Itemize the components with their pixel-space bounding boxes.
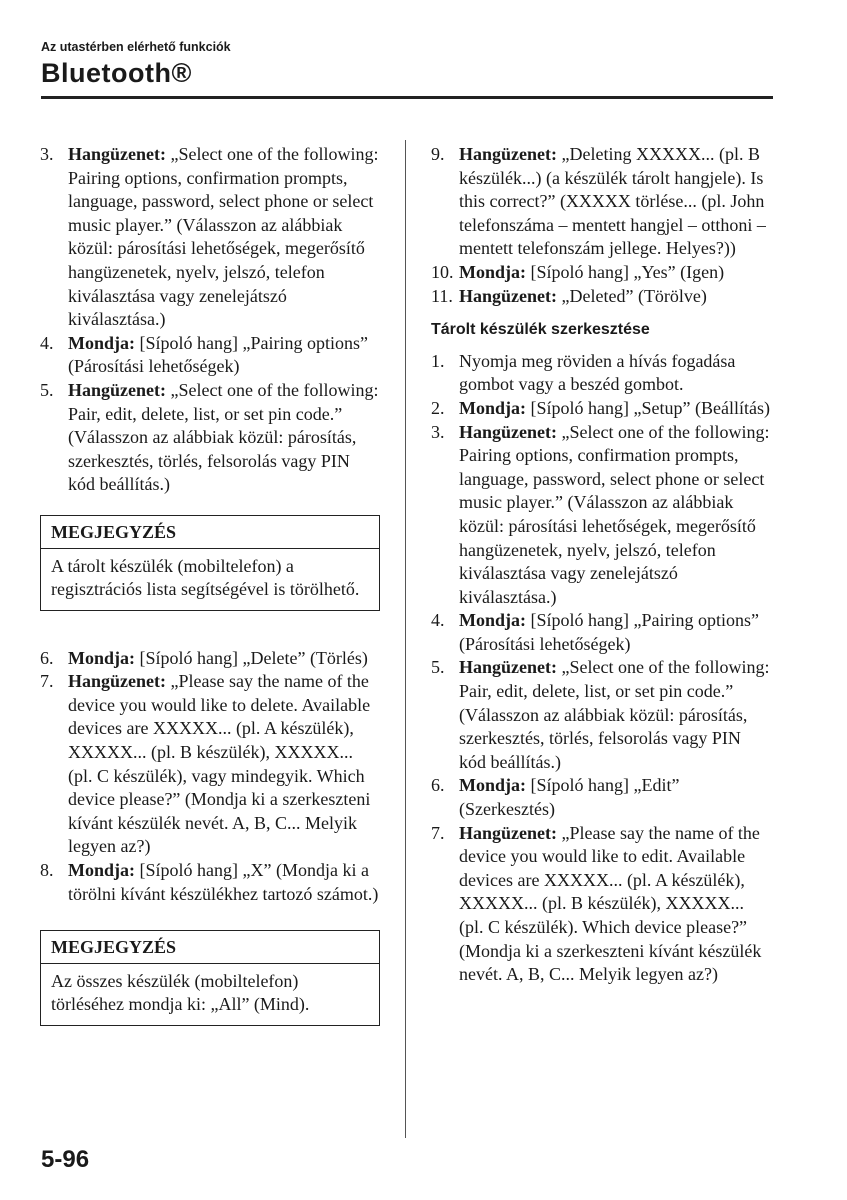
item-body: Nyomja meg röviden a hívás fogadása gombot vagy a beszéd gombot.: [459, 350, 736, 395]
item-label: Hangüzenet:: [68, 144, 166, 164]
item-label: Mondja:: [459, 775, 526, 796]
list-item: [431, 397, 771, 421]
item-text: [68, 379, 380, 497]
list-item: [431, 774, 771, 821]
item-number: 6.: [431, 775, 445, 796]
item-body: „Deleted” (Törölve): [557, 285, 707, 306]
list-item: [431, 285, 771, 309]
item-number: 3.: [40, 144, 54, 164]
list-item: [431, 261, 771, 285]
note-box: [40, 515, 380, 611]
item-body: [Sípoló hang] „Pairing options” (Párosítási lehetőségek): [68, 332, 368, 377]
item-text: [459, 822, 771, 987]
item-body: „Please say the name of the device you would like to delete. Available devices are XXXXX... (pl. A készülék), XXXXX... (pl. B készülék), XXXXX... (pl. C készülék), vagy mindegyik. Which device please?” (Mondja ki a szerkeszteni kívánt készülék nevét. A, B, C... Melyik legyen az?): [68, 671, 371, 857]
item-number: 8.: [40, 860, 54, 881]
item-number: 4.: [40, 332, 54, 353]
item-label: Hangüzenet:: [459, 285, 557, 306]
item-text: [68, 647, 380, 671]
list-item: [40, 859, 380, 906]
item-text: [459, 609, 771, 656]
item-label: Mondja:: [68, 647, 135, 668]
list-item: [431, 656, 771, 774]
item-label: Hangüzenet:: [459, 144, 557, 164]
section-title: Az utastérben elérhető funkciók: [41, 40, 231, 54]
note-body: Az összes készülék (mobiltelefon) törléséhez mondja ki: „All” (Mind).: [51, 970, 310, 1015]
item-number: 10.: [431, 261, 454, 282]
item-number: 7.: [40, 671, 54, 692]
list-item: [431, 421, 771, 610]
item-body: [Sípoló hang] „X” (Mondja ki a törölni kívánt készülékhez tartozó számot.): [68, 860, 379, 904]
note-body: A tárolt készülék (mobiltelefon) a regisztrációs lista segítségével is törölhető.: [51, 555, 360, 600]
column-divider: [405, 140, 406, 1138]
item-text: [459, 143, 771, 261]
header-rule: [41, 96, 773, 99]
list-item: [40, 143, 380, 332]
list-item: [40, 670, 380, 859]
item-label: Hangüzenet:: [68, 671, 166, 692]
item-label: Mondja:: [459, 610, 526, 631]
subsection-heading: Tárolt készülék szerkesztése: [431, 321, 650, 339]
item-body: [Sípoló hang] „Yes” (Igen): [526, 261, 725, 282]
item-body: „Select one of the following: Pairing options, confirmation prompts, language, password, select phone or select music player.” (Válasszon az alábbiak közül: párosítási lehetőségek, megerősítő hangüzenetek, nyelv, jelszó, telefon kiválasztása vagy zenelejátszó kiválasztása.): [459, 421, 770, 607]
list-item: [40, 332, 380, 379]
item-text: [68, 143, 380, 332]
page-number: 5-96: [41, 1146, 90, 1173]
list-item: [431, 609, 771, 656]
item-body: „Select one of the following: Pairing options, confirmation prompts, language, password, select phone or select music player.” (Válasszon az alábbiak közül: párosítási lehetőségek, megerősítő hangüzenetek, nyelv, jelszó, telefon kiválasztása vagy zenelejátszó kiválasztása.): [68, 144, 379, 330]
page-header: [41, 40, 773, 89]
item-text: [459, 421, 771, 610]
item-number: 9.: [431, 144, 445, 164]
item-text: [459, 261, 771, 285]
item-body: [Sípoló hang] „Pairing options” (Párosítási lehetőségek): [459, 610, 759, 654]
item-body: „Select one of the following: Pair, edit, delete, list, or set pin code.” (Válasszon az alábbiak közül: párosítás, szerkesztés, törlés, felsorolás vagy PIN kód beállítás.): [68, 379, 379, 495]
right-column: [431, 143, 771, 987]
item-body: [Sípoló hang] „Setup” (Beállítás): [526, 397, 770, 418]
item-number: 7.: [431, 822, 445, 843]
item-number: 1.: [431, 350, 445, 371]
item-label: Mondja:: [459, 261, 526, 282]
item-text: [459, 397, 771, 421]
list-item: [431, 822, 771, 987]
list-item: [40, 647, 380, 671]
item-body: „Select one of the following: Pair, edit, delete, list, or set pin code.” (Válasszon az alábbiak közül: párosítás, szerkesztés, törlés, felsorolás vagy PIN kód beállítás.): [459, 657, 770, 772]
item-number: 3.: [431, 421, 445, 442]
note-heading: MEGJEGYZÉS: [41, 516, 379, 549]
note-box: [40, 930, 380, 1026]
item-text: [68, 859, 380, 906]
item-number: 5.: [40, 379, 54, 400]
list-item: [431, 350, 771, 397]
item-body: „Please say the name of the device you would like to edit. Available devices are XXXXX... (pl. A készülék), XXXXX... (pl. B készülék), XXXXX... (pl. C készülék). Which device please?” (Mondja ki a szerkeszteni kívánt készülék nevét. A, B, C... Melyik legyen az?): [459, 822, 762, 985]
item-text: [68, 332, 380, 379]
item-number: 6.: [40, 647, 54, 668]
item-body: [Sípoló hang] „Delete” (Törlés): [135, 647, 368, 668]
list-item: [40, 379, 380, 497]
item-number: 4.: [431, 610, 445, 631]
list-item: [431, 143, 771, 261]
item-label: Mondja:: [68, 332, 135, 353]
item-label: Mondja:: [459, 397, 526, 418]
note-heading: MEGJEGYZÉS: [41, 931, 379, 964]
item-number: 2.: [431, 397, 445, 418]
page-title: Bluetooth®: [41, 58, 192, 88]
item-label: Hangüzenet:: [68, 379, 166, 400]
item-label: Hangüzenet:: [459, 822, 557, 843]
item-number: 11.: [431, 285, 453, 306]
item-text: [68, 670, 380, 859]
item-label: Mondja:: [68, 860, 135, 881]
item-body: [Sípoló hang] „Edit” (Szerkesztés): [459, 775, 680, 820]
item-body: „Deleting XXXXX... (pl. B készülék...) (a készülék tárolt hangjele). Is this correct?” (XXXXX törlése... (pl. John telefonszáma – mentett hangjel – otthoni – mentett telefonszám jellege. Helyes?)): [459, 144, 766, 259]
item-text: [459, 285, 771, 309]
item-number: 5.: [431, 657, 445, 678]
item-label: Hangüzenet:: [459, 421, 557, 442]
item-text: [459, 656, 771, 774]
left-column: [40, 143, 380, 1026]
item-label: Hangüzenet:: [459, 657, 557, 678]
item-text: [459, 774, 771, 821]
